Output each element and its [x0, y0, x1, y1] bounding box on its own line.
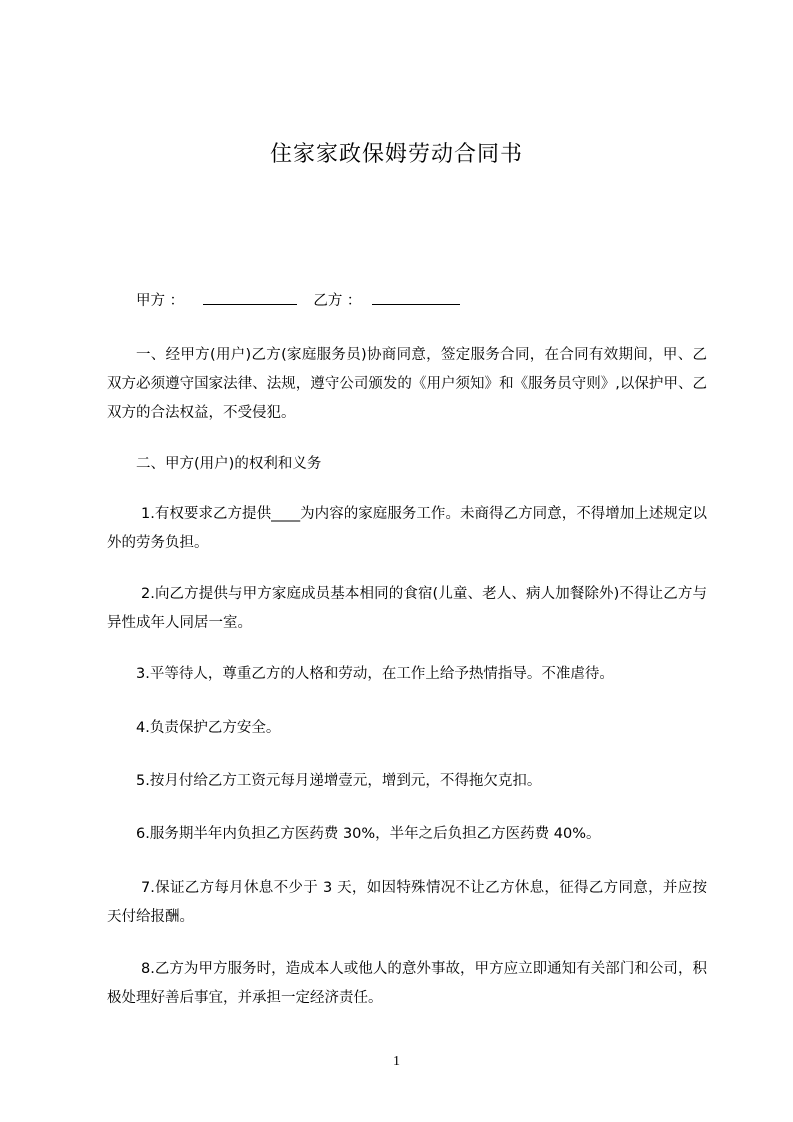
list-item: 8.乙方为甲方服务时，造成本人或他人的意外事故，甲方应立即通知有关部门和公司，积极处理好善后事宜，并承担一定经济责任。 [107, 961, 707, 1006]
list-item: 5.按月付给乙方工资元每月递增壹元，增到元，不得拖欠克扣。 [136, 773, 542, 789]
document-title: 住家家政保姆劳动合同书 [269, 142, 523, 167]
party-b-blank [372, 290, 460, 305]
list-item: 4.负责保护乙方安全。 [136, 720, 281, 736]
clause-1: 一、经甲方(用户)乙方(家庭服务员)协商同意，签定服务合同，在合同有效期间，甲、乙双方必须遵守国家法律、法规，遵守公司颁发的《用户须知》和《服务员守则》,以保护甲、乙双方的合法权益，不受侵犯。 [107, 347, 707, 421]
party-a-blank [203, 290, 297, 305]
list-item: 3.平等待人，尊重乙方的人格和劳动，在工作上给予热情指导。不准虐待。 [136, 666, 614, 682]
page-number: 1 [393, 1054, 400, 1069]
clause-2-heading: 二、甲方(用户)的权利和义务 [136, 456, 322, 472]
list-item: 1.有权要求乙方提供____为内容的家庭服务工作。未商得乙方同意，不得增加上述规定以外的劳务负担。 [107, 506, 707, 551]
party-a-label: 甲方 ： [136, 293, 185, 309]
party-b-label: 乙方 ： [313, 293, 362, 309]
list-item: 2.向乙方提供与甲方家庭成员基本相同的食宿(儿童、老人、病人加餐除外)不得让乙方与异性成年人同居一室。 [107, 586, 707, 631]
list-item: 7.保证乙方每月休息不少于 3 天，如因特殊情况不让乙方休息，征得乙方同意，并应按天付给报酬。 [107, 880, 707, 925]
parties-line [136, 290, 460, 312]
list-item: 6.服务期半年内负担乙方医药费 30%，半年之后负担乙方医药费 40%。 [136, 826, 601, 842]
